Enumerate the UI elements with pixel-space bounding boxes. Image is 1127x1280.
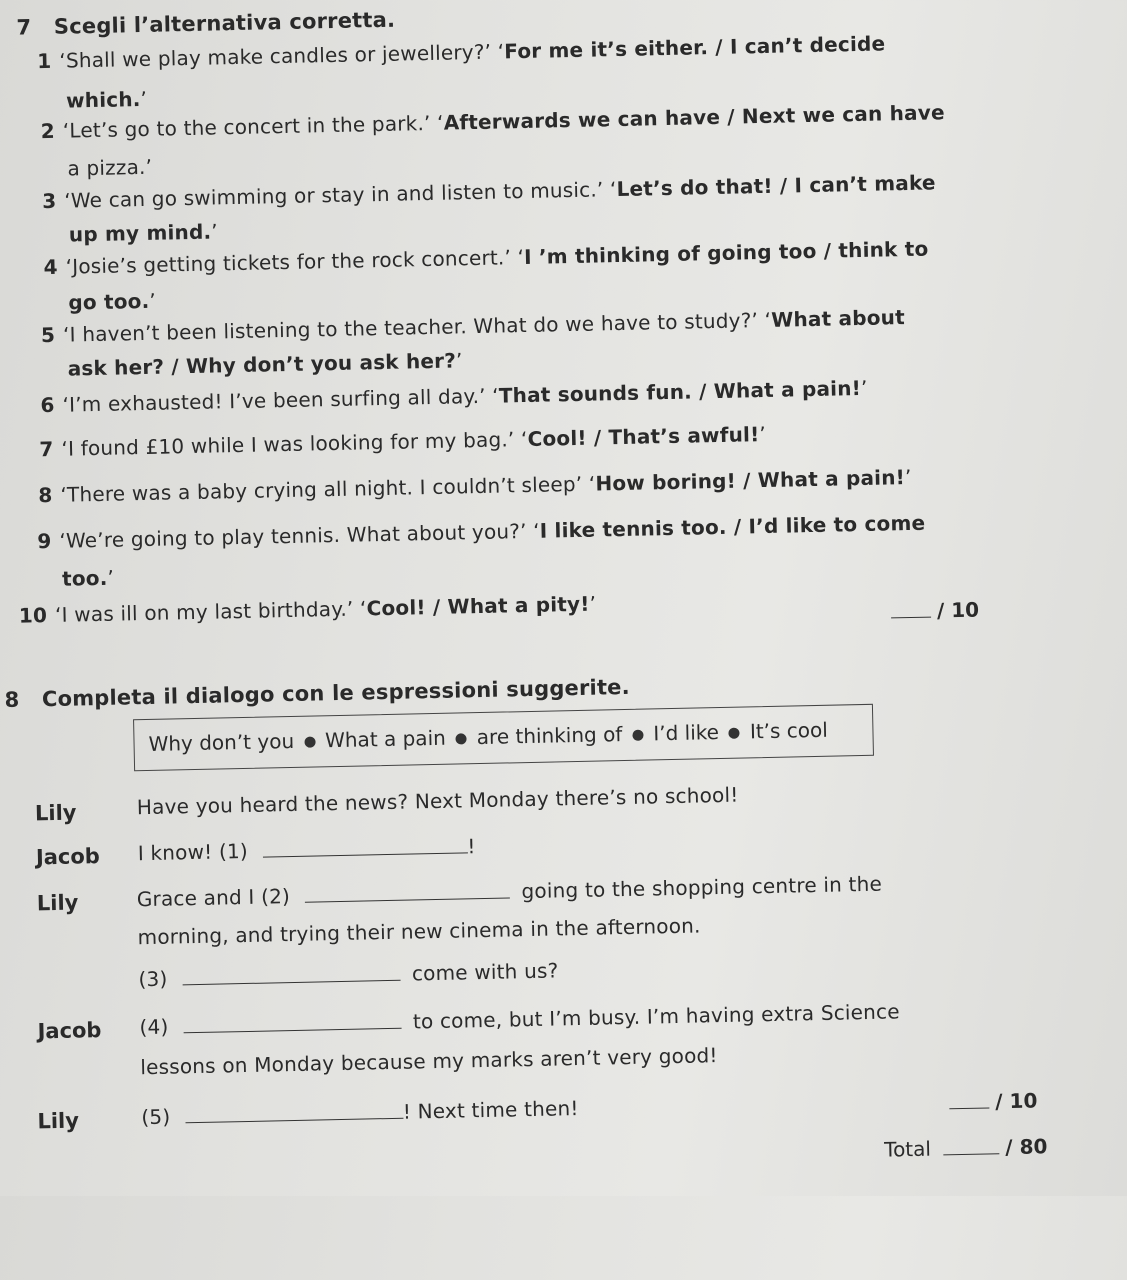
question-3-continued: up my mind.’: [68, 219, 219, 247]
question-6: 6 ‘I’m exhausted! I’ve been surfing all day.’ ‘That sounds fun. / What a pain!’: [40, 375, 868, 418]
blank-4-input[interactable]: [183, 1010, 401, 1034]
question-3: 3 ‘We can go swimming or stay in and listen to music.’ ‘Let’s do that! / I can’t make: [41, 170, 936, 214]
question-7: 7 ‘I found £10 while I was looking for my bag.’ ‘Cool! / That’s awful!’: [39, 421, 767, 462]
blank-2-input[interactable]: [304, 879, 509, 902]
total-score-blank[interactable]: [943, 1135, 999, 1155]
total-score: Total / 80: [883, 1134, 1048, 1162]
exercise-8-score-blank[interactable]: [949, 1089, 989, 1109]
total-label: Total: [883, 1136, 932, 1162]
question-10: 10 ‘I was ill on my last birthday.’ ‘Cool! / What a pity!’: [18, 591, 597, 628]
exercise-7-number: 7: [16, 15, 32, 40]
question-5: 5 ‘I haven’t been listening to the teacher. What do we have to study?’ ‘What about: [40, 305, 906, 348]
answer-options-9[interactable]: I like tennis too. / I’d like to come: [539, 510, 926, 543]
bullet-dot-icon: [456, 733, 467, 744]
exercise-8-title: Completa il dialogo con le espressioni suggerite.: [41, 674, 631, 712]
bullet-dot-icon: [304, 736, 315, 747]
jacob-line-2-continued: lessons on Monday because my marks aren’t very good!: [140, 1043, 718, 1080]
option-are-thinking-of: are thinking of: [476, 722, 623, 750]
question-5-continued: ask her? / Why don’t you ask her?’: [67, 348, 463, 381]
option-what-a-pain: What a pain: [324, 725, 447, 753]
speaker-jacob: Jacob: [37, 1018, 102, 1044]
question-1: 1 ‘Shall we play make candles or jewellery?’ ‘For me it’s either. / I can’t decide: [36, 31, 886, 74]
question-1-continued: which.’: [65, 86, 148, 113]
exercise-7-score-blank[interactable]: [891, 599, 931, 619]
jacob-line-2: (4) to come, but I’m busy. I’m having extra Science: [139, 999, 900, 1040]
option-its-cool: It’s cool: [749, 717, 829, 744]
blank-1-input[interactable]: [262, 834, 467, 857]
answer-options-2[interactable]: Afterwards we can have / Next we can have: [443, 100, 945, 135]
exercise-8-heading: [4, 675, 630, 712]
question-4: 4 ‘Josie’s getting tickets for the rock concert.’ ‘I ’m thinking of going too / think to: [43, 236, 929, 280]
lily-line-2: Grace and I (2) going to the shopping centre in the: [136, 871, 883, 912]
lily-line-2-continued: morning, and trying their new cinema in the afternoon.: [137, 913, 701, 950]
speaker-lily: Lily: [36, 890, 79, 916]
answer-options-4[interactable]: I ’m thinking of going too / think to: [523, 236, 929, 270]
question-9-continued: too.’: [61, 565, 115, 591]
question-8: 8 ‘There was a baby crying all night. I couldn’t sleep’ ‘How boring! / What a pain!’: [38, 464, 912, 508]
word-options-box: [133, 704, 874, 771]
answer-options-5[interactable]: What about: [770, 305, 906, 332]
bullet-dot-icon: [729, 728, 740, 739]
question-2-continued: a pizza.’: [67, 154, 153, 181]
answer-options-7[interactable]: Cool! / That’s awful!: [527, 422, 760, 451]
answer-options-6[interactable]: That sounds fun. / What a pain!: [498, 375, 862, 408]
exercise-7-title: Scegli l’alternativa corretta.: [53, 7, 396, 39]
speaker-jacob: Jacob: [35, 844, 101, 870]
blank-5-input[interactable]: [185, 1100, 403, 1124]
answer-options-10[interactable]: Cool! / What a pity!: [366, 591, 590, 621]
exercise-8-score: / 10: [949, 1088, 1038, 1114]
exercise-7-heading: [16, 8, 395, 40]
question-2: 2 ‘Let’s go to the concert in the park.’ ‘Afterwards we can have / Next we can have: [40, 100, 945, 144]
answer-options-1[interactable]: For me it’s either. / I can’t decide: [504, 31, 886, 64]
exercise-7-score: / 10: [891, 598, 980, 624]
speaker-lily: Lily: [37, 1108, 80, 1134]
lily-line-1: Have you heard the news? Next Monday there’s no school!: [136, 782, 739, 820]
bullet-dot-icon: [632, 730, 643, 741]
answer-options-8[interactable]: How boring! / What a pain!: [595, 465, 906, 496]
option-id-like: I’d like: [653, 720, 720, 746]
jacob-line-1: I know! (1) !: [137, 834, 476, 866]
speaker-lily: Lily: [34, 800, 77, 826]
answer-options-3[interactable]: Let’s do that! / I can’t make: [616, 170, 936, 202]
question-4-continued: go too.’: [68, 288, 157, 315]
lily-line-4: (5) ! Next time then!: [141, 1096, 579, 1130]
lily-line-3: (3) come with us?: [138, 958, 559, 992]
question-9: 9 ‘We’re going to play tennis. What about you?’ ‘I like tennis too. / I’d like to come: [37, 510, 926, 554]
exercise-8-number: 8: [4, 687, 20, 712]
option-why-dont-you: Why don’t you: [148, 728, 295, 756]
blank-3-input[interactable]: [182, 962, 400, 986]
